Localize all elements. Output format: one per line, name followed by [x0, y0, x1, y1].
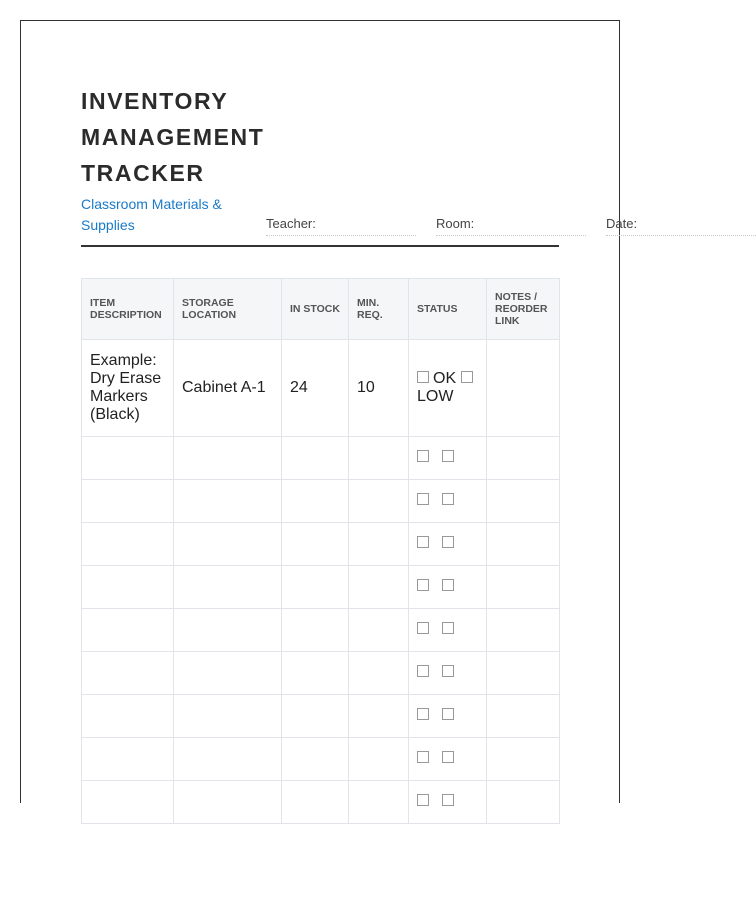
cell-notes[interactable] [487, 609, 560, 652]
cell-in-stock[interactable] [282, 437, 349, 480]
cell-item[interactable] [82, 523, 174, 566]
cell-item[interactable] [82, 695, 174, 738]
cell-notes[interactable] [487, 566, 560, 609]
teacher-field[interactable] [266, 215, 416, 236]
cell-in-stock[interactable] [282, 480, 349, 523]
cell-status [409, 340, 487, 437]
cell-location[interactable]: Cabinet A-1 [174, 340, 282, 437]
cell-status [409, 652, 487, 695]
cell-min-req[interactable] [349, 781, 409, 824]
status-ok-checkbox[interactable] [417, 579, 429, 591]
cell-notes[interactable] [487, 523, 560, 566]
status-low-checkbox[interactable] [442, 751, 454, 763]
cell-min-req[interactable] [349, 523, 409, 566]
table-row [82, 652, 560, 695]
cell-notes[interactable] [487, 652, 560, 695]
cell-item[interactable] [82, 566, 174, 609]
cell-notes[interactable] [487, 781, 560, 824]
title-line-1: INVENTORY [81, 88, 229, 114]
table-row [82, 523, 560, 566]
cell-location[interactable] [174, 480, 282, 523]
page-title [81, 83, 311, 191]
cell-status [409, 523, 487, 566]
status-low-checkbox[interactable] [461, 371, 473, 383]
cell-location[interactable] [174, 523, 282, 566]
cell-min-req[interactable] [349, 437, 409, 480]
status-ok-checkbox[interactable] [417, 665, 429, 677]
table-row [82, 695, 560, 738]
status-ok-checkbox[interactable] [417, 536, 429, 548]
status-ok-checkbox[interactable] [417, 708, 429, 720]
cell-status [409, 695, 487, 738]
title-line-2: MANAGEMENT [81, 124, 265, 150]
cell-location[interactable] [174, 652, 282, 695]
status-low-checkbox[interactable] [442, 708, 454, 720]
status-ok-label: OK [433, 369, 457, 387]
status-low-checkbox[interactable] [442, 622, 454, 634]
cell-min-req[interactable] [349, 480, 409, 523]
cell-in-stock[interactable] [282, 652, 349, 695]
header-divider [81, 245, 559, 247]
column-header-in-stock: IN STOCK [282, 279, 349, 340]
cell-in-stock[interactable] [282, 781, 349, 824]
cell-status [409, 437, 487, 480]
status-low-label: LOW [417, 388, 454, 405]
status-low-checkbox[interactable] [442, 493, 454, 505]
table-row [82, 781, 560, 824]
table-row [82, 609, 560, 652]
cell-item[interactable] [82, 781, 174, 824]
cell-item[interactable] [82, 652, 174, 695]
room-field[interactable] [436, 215, 586, 236]
cell-in-stock[interactable] [282, 523, 349, 566]
room-label: Room: [436, 216, 475, 231]
cell-min-req[interactable] [349, 566, 409, 609]
status-low-checkbox[interactable] [442, 450, 454, 462]
column-header-location: STORAGE LOCATION [174, 279, 282, 340]
status-ok-checkbox[interactable] [417, 751, 429, 763]
column-header-status: STATUS [409, 279, 487, 340]
date-label: Date: [606, 216, 638, 231]
status-low-checkbox[interactable] [442, 536, 454, 548]
cell-item[interactable] [82, 437, 174, 480]
table-row [82, 480, 560, 523]
status-ok-checkbox[interactable] [417, 794, 429, 806]
cell-min-req[interactable] [349, 695, 409, 738]
status-ok-checkbox[interactable] [417, 622, 429, 634]
document-page [20, 20, 638, 803]
teacher-label: Teacher: [266, 216, 316, 231]
status-low-checkbox[interactable] [442, 794, 454, 806]
cell-item[interactable] [82, 738, 174, 781]
cell-min-req[interactable] [349, 738, 409, 781]
cell-in-stock[interactable] [282, 695, 349, 738]
cell-status [409, 609, 487, 652]
page-subtitle: Classroom Materials & Supplies [81, 196, 222, 233]
cell-in-stock[interactable] [282, 566, 349, 609]
cell-status [409, 480, 487, 523]
status-ok-checkbox[interactable] [417, 450, 429, 462]
cell-min-req[interactable] [349, 609, 409, 652]
cell-item[interactable] [82, 609, 174, 652]
column-header-notes: NOTES / REORDER LINK [487, 279, 560, 340]
cell-location[interactable] [174, 609, 282, 652]
status-low-checkbox[interactable] [442, 665, 454, 677]
cell-min-req[interactable]: 10 [349, 340, 409, 437]
table-row [82, 738, 560, 781]
column-header-min-req: MIN. REQ. [349, 279, 409, 340]
inventory-table [81, 278, 560, 824]
cell-notes[interactable] [487, 437, 560, 480]
cell-notes[interactable] [487, 695, 560, 738]
table-row-example [82, 340, 560, 437]
cell-location[interactable] [174, 695, 282, 738]
cell-location[interactable] [174, 437, 282, 480]
status-ok-checkbox[interactable] [417, 371, 429, 383]
cell-notes[interactable] [487, 340, 560, 437]
table-row [82, 437, 560, 480]
cell-item[interactable]: Example: Dry Erase Markers (Black) [82, 340, 174, 437]
cell-in-stock[interactable] [282, 738, 349, 781]
cell-notes[interactable] [487, 480, 560, 523]
title-line-3: TRACKER [81, 160, 205, 186]
date-field[interactable] [606, 215, 756, 236]
cell-min-req[interactable] [349, 652, 409, 695]
table-header-row [82, 279, 560, 340]
cell-location[interactable] [174, 738, 282, 781]
cell-location[interactable] [174, 566, 282, 609]
cell-location[interactable] [174, 781, 282, 824]
cell-item[interactable] [82, 480, 174, 523]
cell-status [409, 738, 487, 781]
cell-in-stock[interactable] [282, 609, 349, 652]
cell-notes[interactable] [487, 738, 560, 781]
cell-status [409, 566, 487, 609]
status-ok-checkbox[interactable] [417, 493, 429, 505]
cell-status [409, 781, 487, 824]
status-low-checkbox[interactable] [442, 579, 454, 591]
cell-in-stock[interactable]: 24 [282, 340, 349, 437]
column-header-item: ITEM DESCRIPTION [82, 279, 174, 340]
table-row [82, 566, 560, 609]
